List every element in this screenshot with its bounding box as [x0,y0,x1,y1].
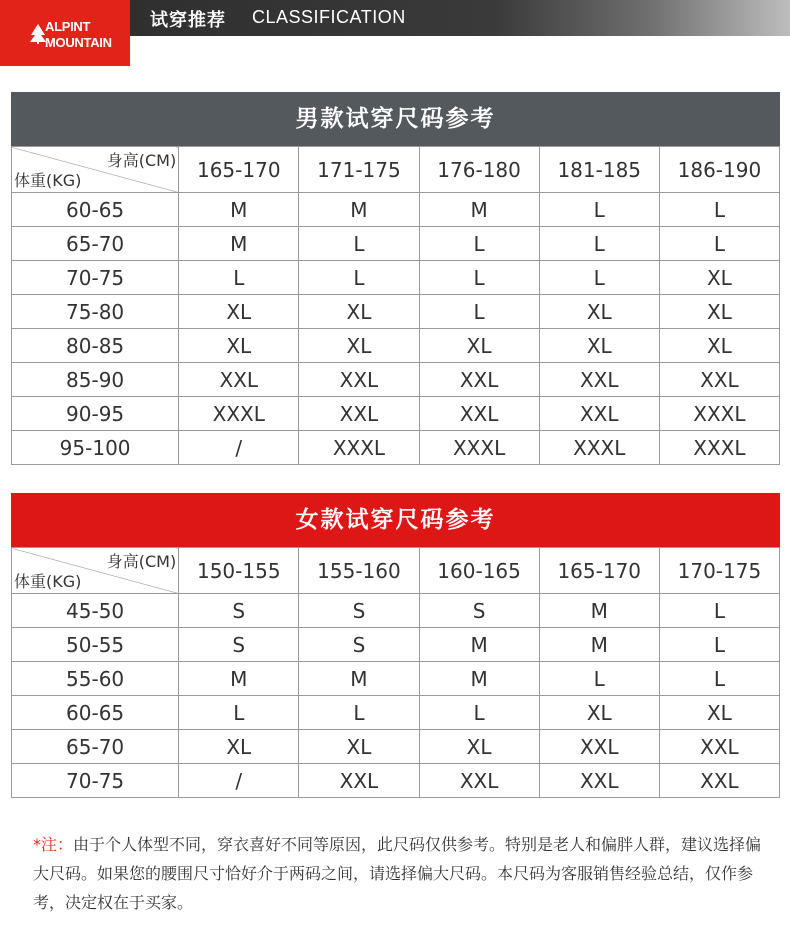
size-cell: M [419,662,539,696]
size-cell: XL [659,329,779,363]
table-row [12,662,780,696]
size-cell: XL [299,730,419,764]
size-cell: XL [299,295,419,329]
size-cell: L [659,227,779,261]
size-cell: M [419,628,539,662]
column-header: 150-155 [179,548,299,594]
size-cell: XL [539,329,659,363]
column-header: 160-165 [419,548,539,594]
size-cell: L [539,227,659,261]
size-cell: XXL [659,764,779,798]
size-cell: XL [179,295,299,329]
weight-axis-label: 体重(KG) [14,171,82,190]
size-cell: M [179,193,299,227]
size-cell: S [419,594,539,628]
weight-cell: 95-100 [12,431,179,465]
weight-cell: 55-60 [12,662,179,696]
weight-cell: 60-65 [12,696,179,730]
size-cell: L [419,696,539,730]
size-cell: XL [659,295,779,329]
size-cell: XL [179,329,299,363]
women-section-title: 女款试穿尺码参考 [11,493,780,547]
size-cell: S [179,594,299,628]
height-axis-label: 身高(CM) [106,552,177,571]
weight-cell: 65-70 [12,730,179,764]
table-row [12,363,780,397]
size-cell: M [539,628,659,662]
size-cell: S [179,628,299,662]
weight-cell: 60-65 [12,193,179,227]
size-cell: XL [419,730,539,764]
column-header: 171-175 [299,147,419,193]
table-row [12,261,780,295]
size-cell: XL [659,696,779,730]
table-row [12,193,780,227]
size-cell: XXXL [179,397,299,431]
table-header-row [12,147,780,193]
size-cell: L [659,594,779,628]
size-cell: L [659,628,779,662]
size-cell: M [299,662,419,696]
size-cell: XXL [299,764,419,798]
table-row [12,628,780,662]
size-cell: XL [419,329,539,363]
size-cell: XXL [419,363,539,397]
header-title-cn: 试穿推荐 [150,10,226,31]
size-cell: L [539,193,659,227]
corner-cell [12,147,179,193]
brand-name-line2: MOUNTAIN [45,35,112,50]
column-header: 170-175 [659,548,779,594]
brand-logo [0,0,130,66]
size-note [33,830,763,917]
size-cell: L [419,227,539,261]
size-cell: XL [299,329,419,363]
weight-cell: 50-55 [12,628,179,662]
table-row [12,227,780,261]
size-cell: S [299,594,419,628]
title-bar [130,0,790,36]
size-cell: M [179,227,299,261]
height-axis-label: 身高(CM) [106,151,177,170]
size-cell: XXXL [299,431,419,465]
table-row [12,730,780,764]
column-header: 165-170 [539,548,659,594]
size-cell: XXXL [659,397,779,431]
size-cell: M [419,193,539,227]
corner-cell [12,548,179,594]
table-row [12,295,780,329]
size-cell: M [179,662,299,696]
weight-cell: 45-50 [12,594,179,628]
table-row [12,329,780,363]
size-cell: L [179,261,299,295]
column-header: 165-170 [179,147,299,193]
size-cell: XXXL [419,431,539,465]
size-cell: L [419,295,539,329]
table-row [12,764,780,798]
size-cell: XXL [299,397,419,431]
weight-axis-label: 体重(KG) [14,572,82,591]
size-cell: L [659,662,779,696]
size-cell: L [659,193,779,227]
pine-tree-icon [30,24,46,44]
size-cell: L [539,261,659,295]
size-cell: XXL [539,764,659,798]
size-cell: S [299,628,419,662]
weight-cell: 75-80 [12,295,179,329]
size-cell: XL [179,730,299,764]
size-cell: / [179,431,299,465]
size-cell: L [179,696,299,730]
size-cell: XXL [539,397,659,431]
size-cell: XL [539,295,659,329]
size-cell: XXL [659,730,779,764]
size-cell: M [299,193,419,227]
size-cell: XXXL [659,431,779,465]
size-cell: XXL [539,363,659,397]
weight-cell: 90-95 [12,397,179,431]
table-row [12,431,780,465]
table-header-row [12,548,780,594]
table-row [12,696,780,730]
size-cell: XXL [419,397,539,431]
men-section-title: 男款试穿尺码参考 [11,92,780,146]
size-cell: XL [539,696,659,730]
weight-cell: 80-85 [12,329,179,363]
size-cell: M [539,594,659,628]
size-cell: XXXL [539,431,659,465]
size-cell: XL [659,261,779,295]
men-size-table [11,146,780,465]
size-cell: XXL [539,730,659,764]
note-text: 由于个人体型不同，穿衣喜好不同等原因，此尺码仅供参考。特别是老人和偏胖人群，建议选择偏大尺码。如果您的腰围尺寸恰好介于两码之间，请选择偏大尺码。本尺码为客服销售经验总结，仅作参考，决定权在于买家。 [33,835,762,912]
size-cell: XXL [179,363,299,397]
column-header: 186-190 [659,147,779,193]
size-cell: L [299,696,419,730]
brand-name-line1: ALPINT [45,19,91,34]
size-cell: L [419,261,539,295]
size-cell: XXL [659,363,779,397]
size-cell: XXL [299,363,419,397]
column-header: 181-185 [539,147,659,193]
table-row [12,594,780,628]
note-mark: *注： [33,835,74,854]
size-cell: L [539,662,659,696]
weight-cell: 65-70 [12,227,179,261]
weight-cell: 70-75 [12,764,179,798]
column-header: 176-180 [419,147,539,193]
size-cell: / [179,764,299,798]
header-title-en: CLASSIFICATION [252,7,406,27]
column-header: 155-160 [299,548,419,594]
weight-cell: 85-90 [12,363,179,397]
women-size-table [11,547,780,798]
table-row [12,397,780,431]
weight-cell: 70-75 [12,261,179,295]
size-cell: L [299,227,419,261]
size-cell: XXL [419,764,539,798]
size-cell: L [299,261,419,295]
page-header [0,0,790,66]
